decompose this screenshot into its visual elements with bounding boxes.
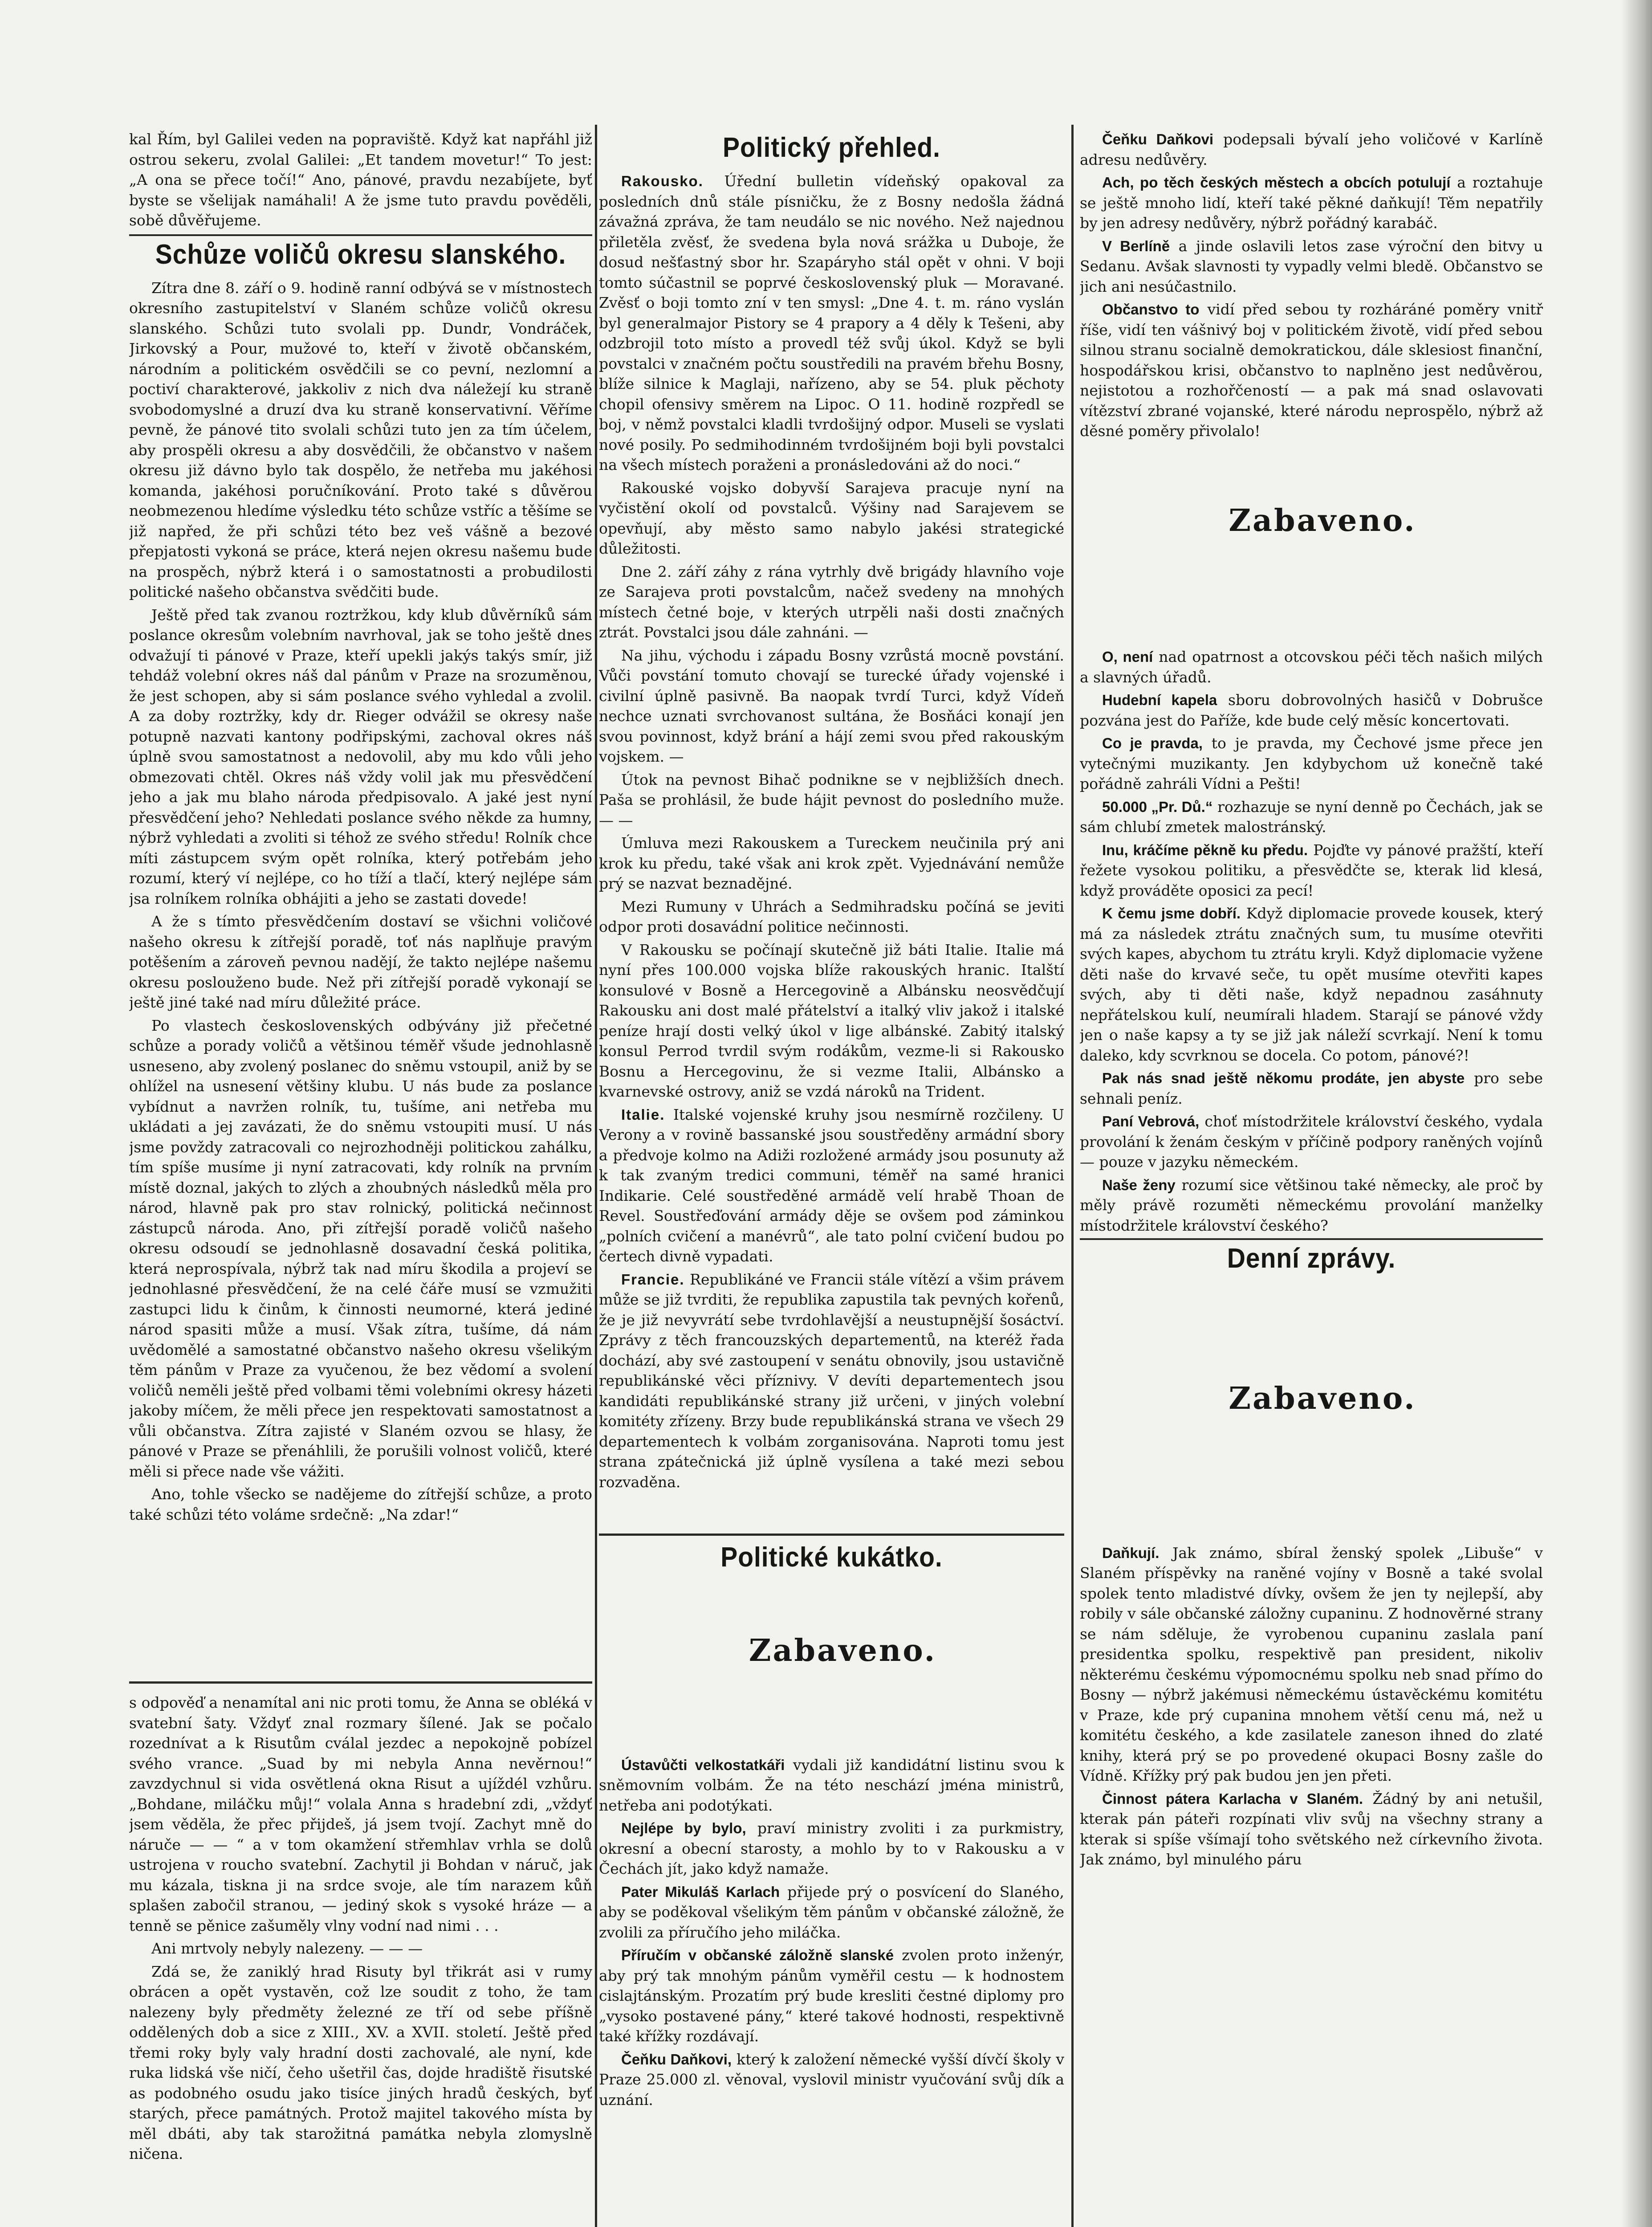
item-lead: Pater Mikuláš Karlach — [621, 1883, 780, 1900]
article-paragraph: A že s tímto přesvědčením dostaví se všichni voličové našeho okresu k zítřejší poradě, toť nás naplňuje pravým potěšením a zároveň pevnou nadějí, že takto nejlépe našemu okresu poslouženo bude. Než při zítřejší poradě vykonají se ještě jiné také nad míru důležité práce. — [129, 913, 592, 1011]
item-lead: Pak nás snad ještě někomu prodáte, jen abyste — [1102, 1070, 1465, 1086]
section-rule-col1 — [129, 1681, 592, 1684]
item-text: a roztahuje se ještě mnoho lidí, kteří také pěkné daňkují! Těm nepatřily by jen adresy nedůvěry, nýbrž pořádný karabáč. — [1080, 174, 1543, 232]
section-heading-politicke-kukatko: Politické kukátko. — [720, 1542, 943, 1573]
news-paragraph: Mezi Rumuny v Uhrách a Sedmihradsku počíná se jeviti odpor proti dosavádní politice nečinnosti. — [599, 897, 1064, 935]
item-text: Pojďte vy pánové pražští, kteří řežete vysokou politiku, a přesvědčte se, kterak lid klesá, když prováděte oposici za pecí! — [1080, 841, 1543, 899]
item-lead: Čeňku Daňkovi — [1102, 131, 1214, 147]
item-text: nad opatrnost a otcovskou péči těch našich milých a slavných úřadů. — [1080, 648, 1543, 686]
article-heading-schuze: Schůze voličů okresu slanského. — [155, 239, 566, 270]
news-paragraph: Dne 2. září záhy z rána vytrhly dvě brigády hlavního voje ze Sarajeva proti povstalcům, načež svedeny na mnohých místech četné boje, v kterých utrpěli naši dosti značných ztrát. Povstalci jsou dále zahnáni. — — [599, 563, 1064, 641]
item-text: zvolen proto inženýr, aby prý tak mnohým pánům vyměřil cestu — k hodnostem cislajtánským. Prozatím prý bude kresliti čestné diplomy pro „vysoko postavené pány,“ které takové hodnosti, respektivně také křížky rozdávají. — [599, 1946, 1064, 2045]
item-text: rozumí sice většinou také německy, ale proč by měly právě rozuměti německému provolání manželky místodržitele království českého? — [1080, 1176, 1543, 1234]
news-text: Republikáné ve Francii stále vítězí a všim právem může se již tvrditi, že republika zapustila tak pevných kořenů, že je již nevyvrátí sebe tvrdohlavější a neustupnější šosáctví. Zprávy z těch francouzských departementů, na kteréž řada dochází, aby své zastoupení v senátu obnovily, jsou ustavičně republikánské věci příznivy. V devíti departementech jsou kandidáti republikánské strany již určeni, v jiných volební komitéty zřízeny. Brzy bude republikánská strana ve všech 29 departementech k volbám zorganisována. Naproti tomu jest strana zpátečnická již úplně vysílena a také mezi sebou rozvaděna. — [599, 1270, 1064, 1491]
feuilleton-paragraph: Zdá se, že zaniklý hrad Risuty byl třikrát asi v rumy obrácen a opět vystavěn, což lze soudit z toho, že tam nalezeny byly předměty železné ze tří od sebe příšně oddělených dob a sice z XIII., XV. a XVII. století. Ještě před třemi roky byly valy hradní dosti zachovalé, ale nyní, kde ruka lidská vše ničí, čeho ušetřil čas, dojde hradiště řisutské as podobného osudu jako tisíce jiných hradů českých, byť starých, přece památných. Protož majitel takového místa by měl dbáti, aby tak starožitná památka nebyla zlomyslně ničena. — [129, 1962, 592, 2162]
item-lead: Paní Vebrová, — [1102, 1113, 1200, 1130]
item-lead: O, není — [1102, 649, 1153, 665]
article-paragraph: Zítra dne 8. září o 9. hodině ranní odbývá se v místnostech okresního zastupitelství v Slaném schůze voličů okresu slanského. Schůzi tuto svolali pp. Dundr, Vondráček, Jirkovský a Pour, mužové to, kteří v životě občanském, národním a politickém osvědčili se co pevní, nezlomní a poctiví charakterové, jakkoliv z nich dva náležejí ku straně svobodomyslné a druzí dva ku straně konservativní. Věříme pevně, že pánové tito svolali schůzi tuto jen za tím účelem, aby prospěli okresu a aby dosvědčili, že občanstvo v našem okresu již dávno bylo tak dospělo, že netřeba mu jakéhosi komanda, jakéhosi poručníkování. Proto také s důvěrou neobmezenou hledíme výsledku této schůze vstříc a těšíme se již napřed, že při schůzi této bez veš vášně a bezové přepjatosti vykoná se práce, která nejen okresu našemu bude na prospěch, nýbrž která i o samostatnosti a probudilosti politické našeho občanstva svědčiti bude. — [129, 279, 592, 600]
column-2-bottom — [599, 1539, 1064, 2227]
item-lead: Naše ženy — [1102, 1176, 1176, 1193]
item-lead: V Berlíně — [1102, 237, 1170, 254]
item-text: Jak známo, sbíral ženský spolek „Libuše“ v Slaném příspěvky na raněné vojíny v Bosně a také svolal spolek tento mladistvé dívky, ovšem že jen ty nejlepší, aby robily v sále občanské záložny cupaninu. Z hodnověrné strany se nám sděluje, že vyrobenou cupaninu zaslala paní presidentka spolku, respektivě pan president, nikoliv některému českému výpomocnému spolku neb snad přímo do Bosny — nýbrž jakémusi německému ústavěckému komitétu v Praze, kde prý cupanina mnohem větší cenu má, než u komitétu českého, a kde zasilatele zaneson ihned do zlaté knihy, která prý se po provedené okupaci Bosny zašle do Vídně. Křížky prý pak budou jen jen přeti. — [1080, 1544, 1543, 1784]
column-1-feuilleton — [129, 1693, 592, 2227]
column-3 — [1080, 129, 1543, 2227]
feuilleton-paragraph: Ani mrtvoly nebyly nalezeny. — — — — [151, 1940, 423, 1957]
news-text: Úřední bulletin vídeňský opakoval za posledních dnů stále písničku, že z Bosny nedošla žádná závažná zpráva, že tam neudálo se nic nového. Než najednou přiletěla zvěsť, že svedena byla nová srážka u Duboje, že dosud nešťastný sbor hr. Szapáryho stál opět v ohni. V boji tomto súčastnil se poprvé československý pluk — Moravané. Zvěsť o boji tomto zní v ten smysl: „Dne 4. t. m. ráno vyslán byl generalmajor Pistory se 4 prapory a 4 děly k Tešeni, aby odzbrojil toto místo a provedl též svůj úkol. Když se byli povstalci v značném počtu soustředili na pravém břehu Bosny, blíže silnice k Maglaji, nařízeno, aby se 54. pluk pěchoty chopil ofensivy směrem na Lipoc. O 11. hodině rozpředl se boj, v němž povstalci kladli tvrdošijný odpor. Museli se vyslati nové posily. Po sedmihodinném tvrdošijném boji byli povstalci na všech místech poraženi a pronásledováni až do noci.“ — [599, 172, 1064, 473]
section-heading-denni-zpravy: Denní zprávy. — [1227, 1243, 1396, 1274]
item-text: to je pravda, my Čechové jsme přece jen vytečnými muzikanty. Jen kdybychom už konečně také pořádně zahráli Vídni a Pešti! — [1080, 734, 1543, 792]
item-lead: Hudební kapela — [1102, 692, 1217, 708]
item-text: Když diplomacie provede kousek, který má za následek ztrátu značných sum, tu musíme otevřiti svých kapes, abychom tu ztrátu kryli. Když diplomacie vyžene děti naše do krvavé seče, tu opět musíme otevřiti kapes svých, aby ti děti naše, když nepadnou zasáhnuty nepřátelskou kulí, neumírali hladem. Starají se pánové vždy jen o naše kapsy a ty se již jak náleží scvrkají. Není k tomu daleko, kdy scvrknou se docela. Co potom, pánové?! — [1080, 905, 1543, 1064]
keyword-francie: Francie. — [621, 1271, 685, 1288]
article-paragraph: Po vlastech československých odbývány již přečetné schůze a porady voličů a většinou téměř všude jednohlasně usneseno, aby zvolený poslanec do sněmu vstoupil, aniž by se ohlížel na usnesení většiny klubu. U nás bude za poslance vybídnut a navržen rolník, tu, tušíme, ani netřeba mu ukládati a jej zavázati, že do sněmu vstoupiti musí. U nás jsme povždy zatracovali co nejrozhodněji politickou zahálku, tím spíše musíme ji nyní zatracovati, kdy rolník na prvním místě doznal, jakých to zlých a zhoubných následků měla pro národ, hlavně pak pro stav rolnický, politická nečinnost zástupců národa. Ano, při zítřejší poradě voličů našeho okresu odsoudí se jednohlasně dosavadní česká politika, která neprospívala, nýbrž tak nad míru škodila a projeví se jednohlasné přesvědčení, že na celé čáře musí se vzmužiti zastupci lidu k činům, k činnosti neumorné, která jediné národ spasiti může a musí. Však zítra, tušíme, dá nám uvědomělé a samostatné občanstvo našeho okresu všelikým těm pánům v Praze za vyučenou, že bez vědomí a svolení voličů neměli ještě před volbami těmi volebními okresy házeti jakoby míčem, že měli přece jen respektovati samostatnost a vůli občanstva. Zítra zajisté v Slaném ozvou se hlasy, že pánové v Praze se přenáhlili, že porušili volnost voličů, které měli si přece nade vše vážiti. — [129, 1016, 592, 1480]
news-paragraph: Úmluva mezi Rakouskem a Tureckem neučinila prý ani krok ku předu, také však ani krok zpět. Vyjednávání nemůže prý se nazvat beznadějné. — [599, 834, 1064, 892]
item-lead: 50.000 „Pr. Dů.“ — [1102, 798, 1213, 815]
item-text: vydali již kandidátní listinu svou k sněmovním volbám. Že na této neschází jména ministrů, netřeba ani podotýkati. — [599, 1756, 1064, 1814]
item-lead: Ach, po těch českých městech a obcích potulují — [1102, 174, 1451, 191]
item-text: který k založení německé vyšší dívčí školy v Praze 25.000 zl. věnoval, vyslovil ministr vyučování svůj dík a uznání. — [599, 2050, 1064, 2109]
item-lead: Občanstvo to — [1102, 301, 1200, 318]
section-rule-col2 — [599, 1534, 1064, 1536]
page-edge-shadow — [1621, 0, 1652, 2227]
item-text: rozhazuje se nyní denně po Čechách, jak se sám chlubí zmetek malostránský. — [1080, 798, 1543, 836]
news-paragraph: V Rakousku se počínají skutečně již báti Italie. Italie má nyní přes 100.000 vojska blíže rakouských hranic. Italští konsulové v Bosně a Hercegovině a Albánsku neosvědčují Rakousku ani dost malé přátelství a italký vliv jakož i italské peníze hrají dosti velký úkol v lige albánské. Zabitý italský konsul Perrod tvrdil svým rodákům, vezme-li si Rakousko Bosnu a Hercegovinu, že si vezme Italii, Albánsko a kvarnevské ostrovy, aniž se vzdá nároků na Trident. — [599, 941, 1064, 1100]
item-lead: Činnost pátera Karlacha v Slaném. — [1102, 1790, 1363, 1807]
section-heading-politicky-prehled: Politický přehled. — [723, 132, 940, 163]
article-paragraph: Ještě před tak zvanou roztržkou, kdy klub důvěrníků sám poslance okresům volebním navrhoval, jak se toho ještě dnes odvažují ti pánové v Praze, kteří upekli jakýs takýs smír, již tehdáž volební okres náš dal pánům v Praze na srozuměnou, že jest schopen, aby si sám poslance svého vyhledal a zvolil. A za doby roztržky, kdy dr. Rieger odvážil se okresy naše potupně nazvati kantony podřipskými, zachoval okres náš úplně svou samostatnost a nedovolil, aby mu kdo vůli jeho obmezovati chtěl. Okres náš vždy volil jak mu přesvědčení jeho a jak mu blaho národa předpisovalo. A jaké jest nyní přesvědčení jeho? Nehledati poslance svého někde za humny, nýbrž vyhledati a zvoliti si téhož ze svého středu! Rolník chce míti zástupcem svým opět rolníka, který potřebám jeho rozumí, který ví nejlépe, co ho tíží a tlačí, který nejlépe sám jsa rolníkem rolníka obhájiti a jeho se zastati dovede! — [129, 606, 592, 907]
item-text: choť místodržitele království českého, vydala provolání k ženám českým v příčině podpory raněných vojínů — pouze v jazyku německém. — [1080, 1113, 1543, 1171]
article-paragraph: Ano, tohle všecko se nadějeme do zítřejší schůze, a proto také schůzi této voláme srdečně: „Na zdar!“ — [129, 1485, 592, 1523]
item-lead: Inu, kráčíme pěkně ku předu. — [1102, 841, 1308, 858]
censored-notice: Zabaveno. — [1229, 1381, 1416, 1416]
item-text: pro sebe sehnali peníz. — [1080, 1069, 1543, 1107]
item-lead: Čeňku Daňkovi, — [621, 2051, 732, 2068]
item-lead: Nejlépe by bylo, — [621, 1820, 746, 1836]
news-text: Italské vojenské kruhy jsou nesmírně rozčileny. U Verony a v rovině bassanské jsou soustředěny armádní sbory a předvoje kolmo na Adiži rozložené armády jsou posunuty až k tak zvaným tredici communi, téměř na samé hranici Indikarie. Celé soustředěné armádě velí hrabě Thoan de Revel. Soustřeďování armády děje se ovšem pod záminkou „polních cvičení a manévrů“, ale tato polní cvičení budou po čertech divně vypadati. — [599, 1105, 1064, 1265]
item-text: vidí před sebou ty rozháráné poměry vnitř říše, vidí ten vášnivý boj v politickém životě, vidí před sebou silnou stranu socialně demokratickou, dále sklesiost finanční, hospodářskou krisi, občanstvo to naplněno jest nedůvěrou, nejistotou a rozhořčeností — a pak má snad oslavovati vítězství zbrané vojanské, které národu neprospělo, nýbrž až děsné poměry přivolalo! — [1080, 301, 1543, 440]
item-lead: Daňkují. — [1102, 1544, 1160, 1561]
item-lead: Ústavůčti velkostatkáři — [621, 1756, 785, 1773]
item-lead: Co je pravda, — [1102, 735, 1203, 751]
feuilleton-paragraph: s odpověď a nenamítal ani nic proti tomu, že Anna se obléká v svatební šaty. Vždyť znal rozmary šílené. Jak se počalo rozednívat a k Risutům cválal jezdec a nepokojně pobízel svého vrance. „Suad by mi nebyla Anna nevěrnou!“ zavzdychnul si vida osvětlená okna Risut a ujíždél vzhůru. „Bohdane, miláčku můj!“ volala Anna s hradební zdi, „vždyť jsem věděla, že přec přijdeš, já jsem tvojí. Zachyt mně do náruče — — “ a v tom okamžení střemhlav vrhla se dolů ustrojena v roucho svatební. Zachytil ji Bohdan v náruč, jak mu kázala, tiskna ji na srdce svoje, ale tím narazem kůň splašen zabočil stranou, — jediný skok s vysoké hráze — a tenně se pěnice zašuměly vlny vodní nad nimi . . . — [129, 1694, 592, 1934]
item-lead: Příručím v občanské záložně slanské — [621, 1947, 894, 1963]
censored-notice: Zabaveno. — [1229, 502, 1416, 538]
censored-notice: Zabaveno. — [749, 1633, 937, 1668]
news-paragraph: Rakouské vojsko dobyvší Sarajeva pracuje nyní na vyčistění okolí od povstalců. Výšiny nad Sarajevem se opevňují, aby město samo nabylo jakési strategické důležitosti. — [599, 479, 1064, 557]
item-text: Žádný by ani netušil, kterak pán páteři rozpínati vliv svůj na všechny strany a kterak si spíše všímají toho světského než církevního života. Jak známo, byl minulého páru — [1080, 1790, 1543, 1868]
column-1-top — [129, 129, 592, 1675]
item-text: podepsali bývalí jeho voličové v Karlíně adresu nedůvěry. — [1080, 131, 1543, 168]
news-paragraph: Útok na pevnost Bihač podnikne se v nejbližších dnech. Paša se prohlásil, že bude hájit pevnost do posledního muže. — — — [599, 771, 1064, 829]
column-rule-1 — [595, 125, 597, 2227]
item-text: sboru dobrovolných hasičů v Dobrušce pozvána jest do Paříže, kde bude celý měsíc koncertovati. — [1080, 691, 1543, 729]
news-paragraph: Na jihu, východu i západu Bosny vzrůstá mocně povstání. Vůči povstání tomuto chovají se turecké úřady vojenské i civilní úplně pasivně. Ba naopak tvrdí Turci, když Vídeň nechce uznati svrchovanost sultána, že Bosňáci konají jen svou povinnost, když brání a hájí zemi svou před rakouským vojskem. — — [599, 646, 1064, 765]
column-rule-2 — [1071, 125, 1074, 2227]
item-lead: K čemu jsme dobří. — [1102, 905, 1241, 922]
item-text: přijede prý o posvícení do Slaného, aby se poděkoval všelikým těm pánům v občanské záložně, že zvolili za příručího jeho miláčka. — [599, 1883, 1064, 1941]
keyword-italie: Italie. — [621, 1106, 665, 1123]
column-2-top — [599, 129, 1064, 1530]
article-continuation: kal Řím, byl Galilei veden na popraviště. Když kat napřáhl již ostrou sekeru, zvolal Galilei: „Et tandem movetur!“ To jest: „A ona se přece točí!“ Ano, pánové, pravdu nezabíjete, byť byste se všelijak namáhali! A že jsme tuto pravdu pověděli, sobě důvěřujeme. — [129, 131, 592, 229]
item-text: a jinde oslavili letos zase výroční den bitvy u Sedanu. Avšak slavnosti ty vypadly velmi bledě. Občanstvo se jich ani nesúčastnilo. — [1080, 237, 1543, 295]
item-text: praví ministry zvoliti i za purkmistry, okresní a obecní starosty, a mohlo by to v Rakousku a v Čechách jít, jako když namaže. — [599, 1819, 1064, 1877]
keyword-rakousko: Rakousko. — [621, 173, 704, 189]
